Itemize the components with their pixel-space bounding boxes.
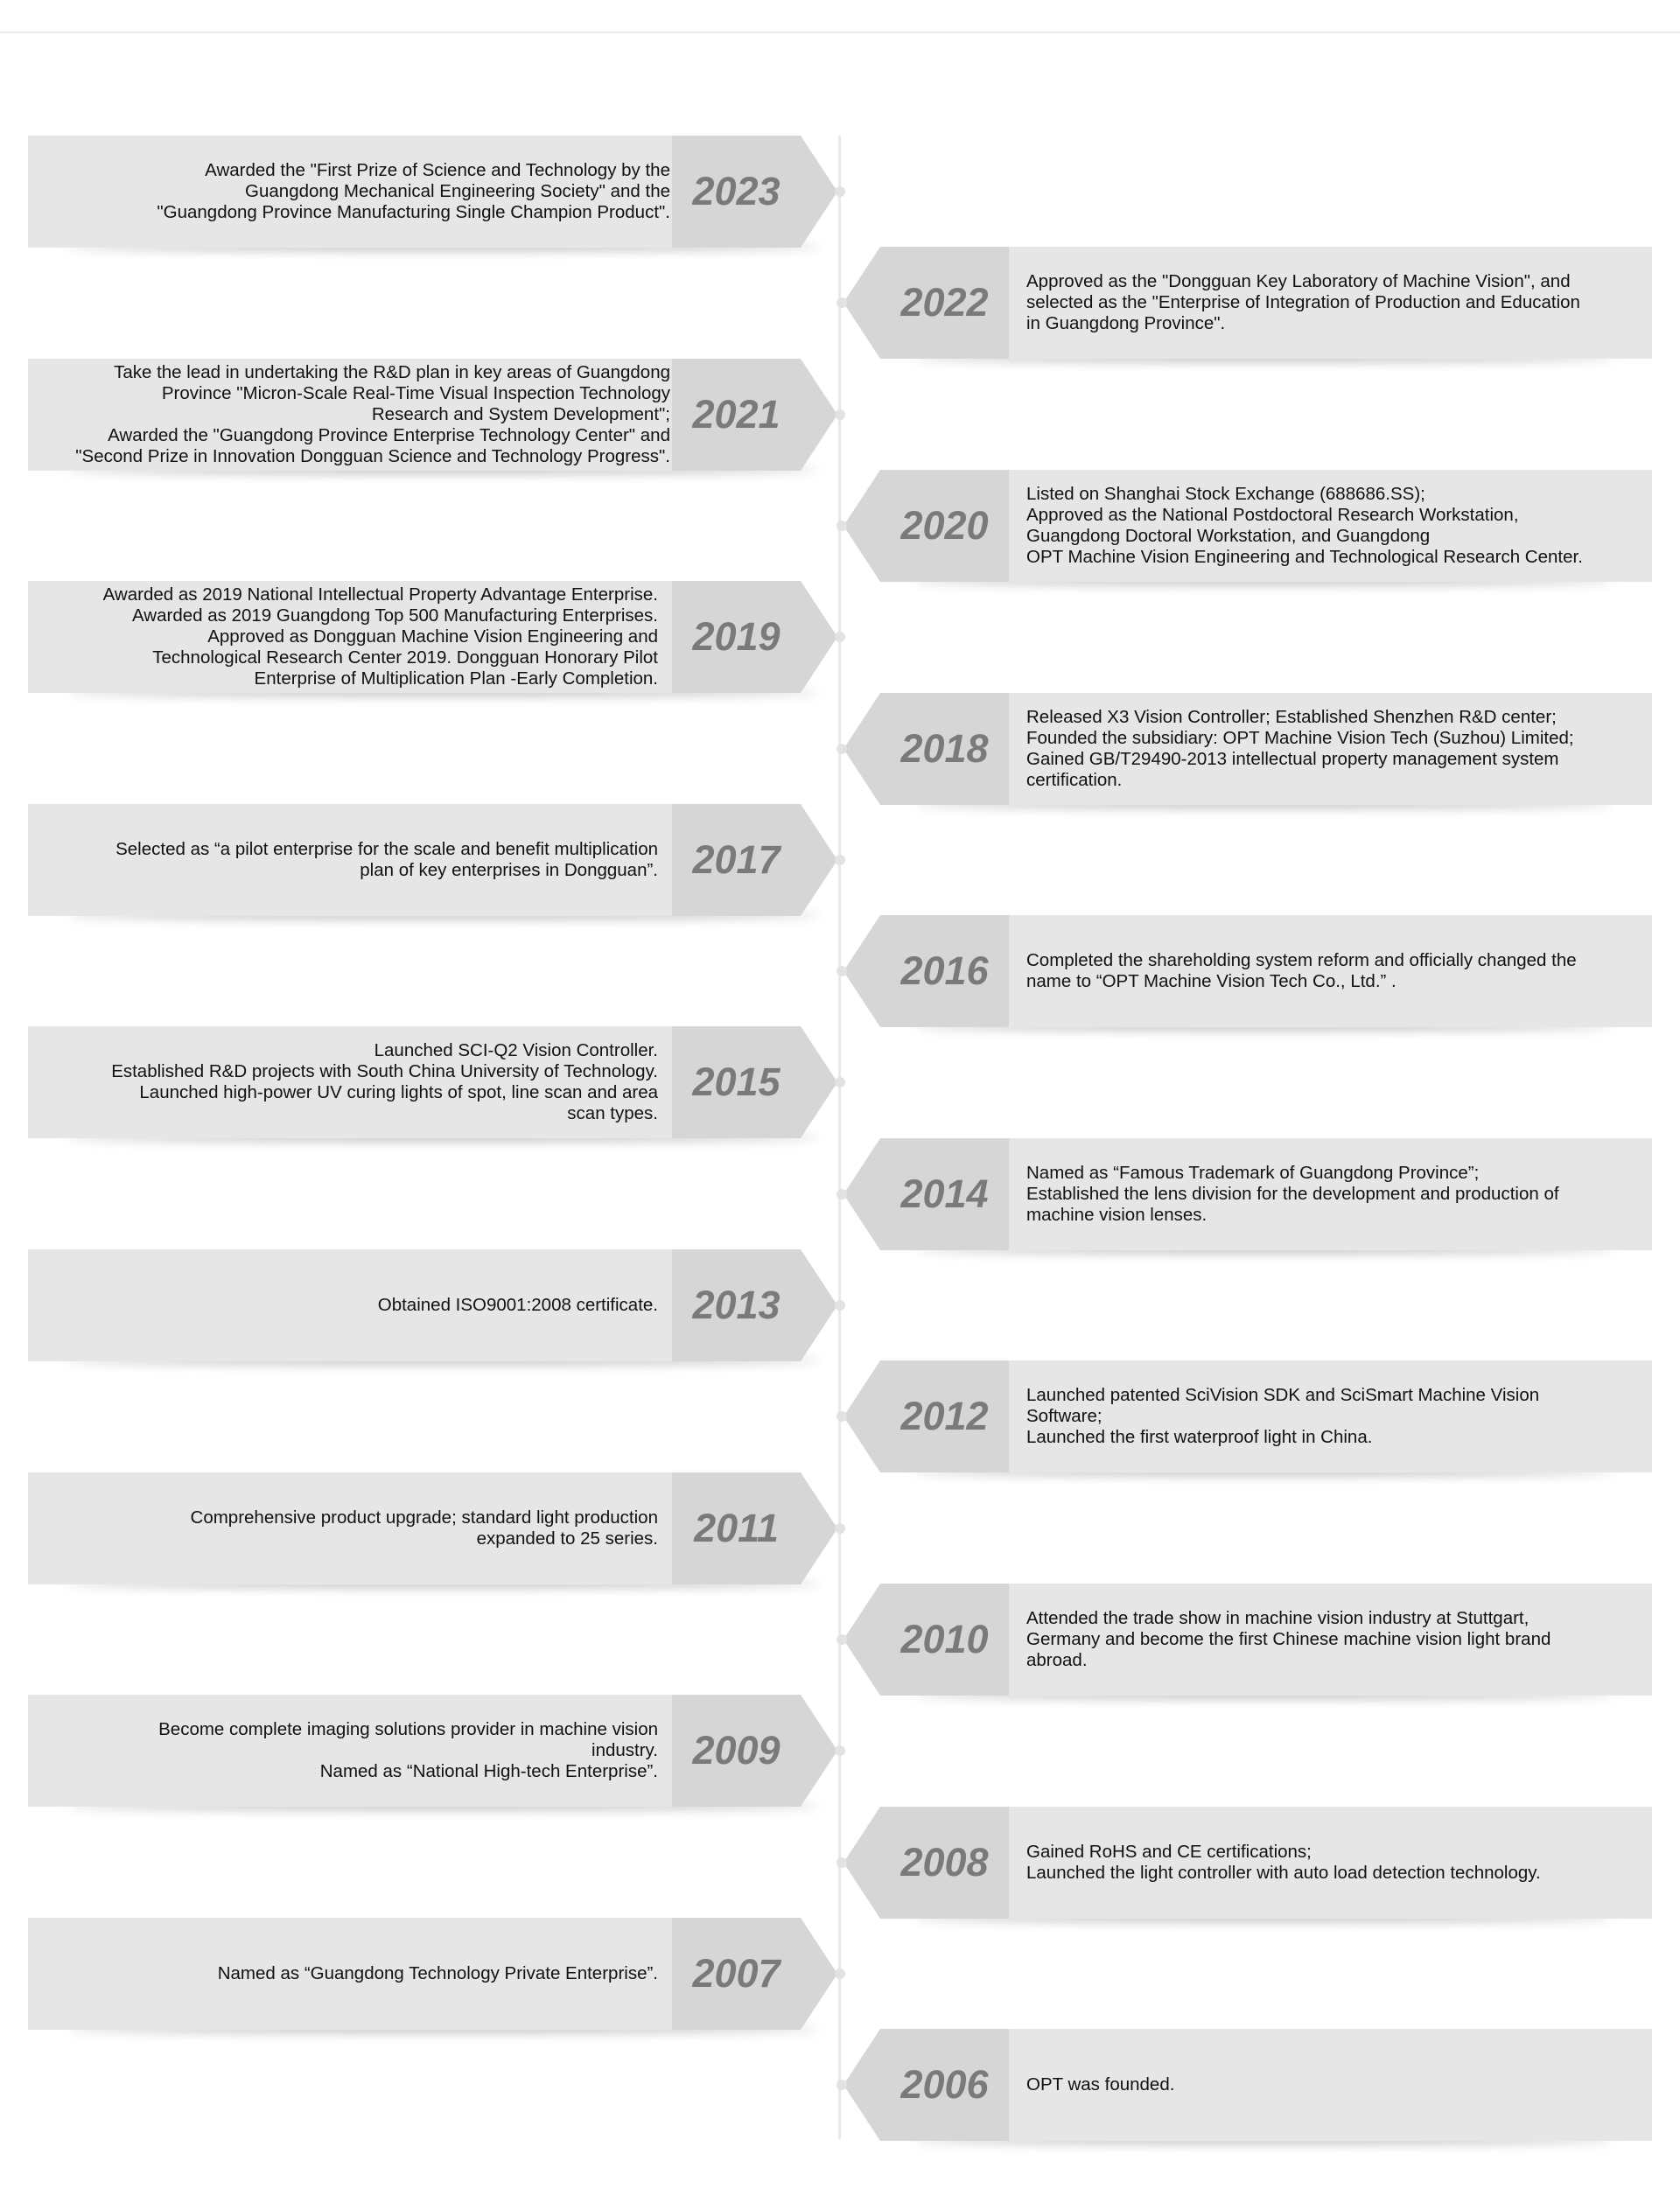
entry-pointer-arrow bbox=[844, 1138, 880, 1250]
timeline-entry-2013 bbox=[28, 1249, 840, 1361]
entry-pointer-arrow bbox=[801, 581, 837, 693]
entry-pointer-arrow bbox=[801, 1472, 837, 1584]
top-divider bbox=[0, 31, 1680, 33]
entry-year: 2012 bbox=[880, 1360, 1009, 1472]
timeline-node-dot bbox=[835, 1523, 845, 1534]
entry-text-box bbox=[28, 1695, 672, 1807]
entry-description: Approved as the "Dongguan Key Laboratory of Machine Vision", and selected as the "Enterprise of Integration of Production and Education in Guangdong Province". bbox=[1026, 271, 1580, 333]
timeline-entry-2018 bbox=[844, 693, 1652, 805]
entry-year: 2021 bbox=[672, 359, 801, 471]
entry-pointer-arrow bbox=[801, 1026, 837, 1138]
timeline-entry-2017 bbox=[28, 804, 840, 916]
entry-pointer-arrow bbox=[801, 1918, 837, 2030]
timeline-node-dot bbox=[836, 966, 847, 976]
entry-year: 2008 bbox=[880, 1807, 1009, 1919]
entry-text-box bbox=[28, 581, 672, 693]
timeline-entry-2009 bbox=[28, 1695, 840, 1807]
entry-description: Listed on Shanghai Stock Exchange (688686.SS); Approved as the National Postdoctoral Research Workstation, Guangdong Doctoral Workstation, and Guangdong OPT Machine Vision Engineering and Technological Research Center. bbox=[1026, 484, 1583, 567]
timeline-node-dot bbox=[835, 1745, 845, 1756]
entry-year: 2006 bbox=[880, 2029, 1009, 2141]
entry-year: 2020 bbox=[880, 470, 1009, 582]
timeline-node-dot bbox=[836, 297, 847, 308]
entry-pointer-arrow bbox=[844, 2029, 880, 2141]
entry-description: Gained RoHS and CE certifications; Launched the light controller with auto load detection technology. bbox=[1026, 1842, 1541, 1883]
timeline-node-dot bbox=[836, 1857, 847, 1868]
timeline-entry-2015 bbox=[28, 1026, 840, 1138]
entry-description: Released X3 Vision Controller; Established Shenzhen R&D center; Founded the subsidiary: OPT Machine Vision Tech (Suzhou) Limited; Gained GB/T29490-2013 intellectual property management system certification. bbox=[1026, 707, 1574, 790]
entry-year: 2022 bbox=[880, 247, 1009, 359]
timeline-entry-2020 bbox=[844, 470, 1652, 582]
entry-text-box bbox=[28, 359, 672, 471]
timeline-entry-2007 bbox=[28, 1918, 840, 2030]
entry-pointer-arrow bbox=[844, 247, 880, 359]
entry-description: Completed the shareholding system reform and officially changed the name to “OPT Machine Vision Tech Co., Ltd.” . bbox=[1026, 950, 1577, 991]
entry-pointer-arrow bbox=[801, 136, 837, 248]
entry-description: Obtained ISO9001:2008 certificate. bbox=[377, 1295, 658, 1315]
entry-text-box bbox=[1009, 693, 1652, 805]
entry-pointer-arrow bbox=[844, 1807, 880, 1919]
entry-pointer-arrow bbox=[801, 1249, 837, 1361]
entry-year: 2014 bbox=[880, 1138, 1009, 1250]
timeline-node-dot bbox=[836, 1411, 847, 1422]
entry-pointer-arrow bbox=[844, 1584, 880, 1696]
entry-text-box bbox=[1009, 2029, 1652, 2141]
entry-text-box bbox=[1009, 1360, 1652, 1472]
timeline-entry-2014 bbox=[844, 1138, 1652, 1250]
entry-description: OPT was founded. bbox=[1026, 2074, 1175, 2095]
entry-description: Named as “Guangdong Technology Private Enterprise”. bbox=[217, 1963, 658, 1983]
entry-year: 2013 bbox=[672, 1249, 801, 1361]
timeline-node-dot bbox=[836, 1634, 847, 1645]
entry-description: Selected as “a pilot enterprise for the scale and benefit multiplication plan of key enterprises in Dongguan”. bbox=[116, 839, 658, 880]
timeline-entry-2012 bbox=[844, 1360, 1652, 1472]
timeline-entry-2010 bbox=[844, 1584, 1652, 1696]
entry-pointer-arrow bbox=[844, 470, 880, 582]
entry-text-box bbox=[1009, 1807, 1652, 1919]
entry-year: 2018 bbox=[880, 693, 1009, 805]
timeline-node-dot bbox=[835, 409, 845, 420]
entry-text-box bbox=[1009, 915, 1652, 1027]
timeline-entry-2022 bbox=[844, 247, 1652, 359]
timeline-node-dot bbox=[836, 2080, 847, 2090]
entry-year: 2007 bbox=[672, 1918, 801, 2030]
entry-year: 2023 bbox=[672, 136, 801, 248]
entry-text-box bbox=[28, 804, 672, 916]
entry-text-box bbox=[1009, 470, 1652, 582]
entry-text-box bbox=[28, 136, 672, 248]
timeline-entry-2011 bbox=[28, 1472, 840, 1584]
entry-text-box bbox=[28, 1472, 672, 1584]
entry-year: 2011 bbox=[672, 1472, 801, 1584]
entry-text-box bbox=[28, 1026, 672, 1138]
entry-pointer-arrow bbox=[801, 804, 837, 916]
entry-pointer-arrow bbox=[844, 1360, 880, 1472]
entry-description: Take the lead in undertaking the R&D plan in key areas of Guangdong Province "Micron-Scale Real-Time Visual Inspection Technology Research and System Development"; Awarded the "Guangdong Province Enterprise Technology Center" and "Second Prize in Innovation Dongguan Science and Technology Progress". bbox=[75, 362, 670, 466]
entry-description: Become complete imaging solutions provider in machine vision industry. Named as “National High-tech Enterprise”. bbox=[158, 1719, 658, 1781]
timeline-node-dot bbox=[835, 186, 845, 197]
entry-year: 2010 bbox=[880, 1584, 1009, 1696]
entry-description: Awarded the "First Prize of Science and Technology by the Guangdong Mechanical Engineering Society" and the "Guangdong Province Manufacturing Single Champion Product". bbox=[157, 160, 670, 222]
entry-text-box bbox=[28, 1249, 672, 1361]
timeline-node-dot bbox=[835, 1969, 845, 1979]
entry-text-box bbox=[1009, 247, 1652, 359]
timeline-node-dot bbox=[835, 855, 845, 865]
timeline-node-dot bbox=[835, 632, 845, 642]
entry-year: 2009 bbox=[672, 1695, 801, 1807]
entry-text-box bbox=[1009, 1138, 1652, 1250]
entry-pointer-arrow bbox=[801, 1695, 837, 1807]
timeline-entry-2008 bbox=[844, 1807, 1652, 1919]
entry-year: 2016 bbox=[880, 915, 1009, 1027]
timeline-entry-2021 bbox=[28, 359, 840, 471]
entry-description: Launched SCI-Q2 Vision Controller. Established R&D projects with South China University of Technology. Launched high-power UV curing lights of spot, line scan and area scan types. bbox=[111, 1040, 658, 1123]
entry-pointer-arrow bbox=[801, 359, 837, 471]
timeline-node-dot bbox=[836, 744, 847, 754]
entry-pointer-arrow bbox=[844, 915, 880, 1027]
entry-text-box bbox=[28, 1918, 672, 2030]
entry-year: 2017 bbox=[672, 804, 801, 916]
entry-text-box bbox=[1009, 1584, 1652, 1696]
timeline-node-dot bbox=[836, 521, 847, 531]
timeline-entry-2023 bbox=[28, 136, 840, 248]
timeline-entry-2006 bbox=[844, 2029, 1652, 2141]
entry-year: 2015 bbox=[672, 1026, 801, 1138]
timeline-node-dot bbox=[835, 1300, 845, 1311]
entry-description: Awarded as 2019 National Intellectual Property Advantage Enterprise. Awarded as 2019 Guangdong Top 500 Manufacturing Enterprises. Approved as Dongguan Machine Vision Engineering and Technological Research Center 2019. Dongguan Honorary Pilot Enterprise of Multiplication Plan -Early Completion. bbox=[102, 584, 658, 689]
timeline-entry-2019 bbox=[28, 581, 840, 693]
entry-description: Comprehensive product upgrade; standard light production expanded to 25 series. bbox=[190, 1507, 658, 1549]
entry-description: Attended the trade show in machine vision industry at Stuttgart, Germany and become the first Chinese machine vision light brand abroad. bbox=[1026, 1608, 1551, 1670]
timeline-node-dot bbox=[836, 1189, 847, 1199]
timeline-entry-2016 bbox=[844, 915, 1652, 1027]
timeline-node-dot bbox=[835, 1077, 845, 1088]
entry-description: Launched patented SciVision SDK and SciSmart Machine Vision Software; Launched the first waterproof light in China. bbox=[1026, 1385, 1540, 1447]
entry-pointer-arrow bbox=[844, 693, 880, 805]
entry-year: 2019 bbox=[672, 581, 801, 693]
entry-description: Named as “Famous Trademark of Guangdong Province”; Established the lens division for the development and production of machine vision lenses. bbox=[1026, 1163, 1559, 1225]
